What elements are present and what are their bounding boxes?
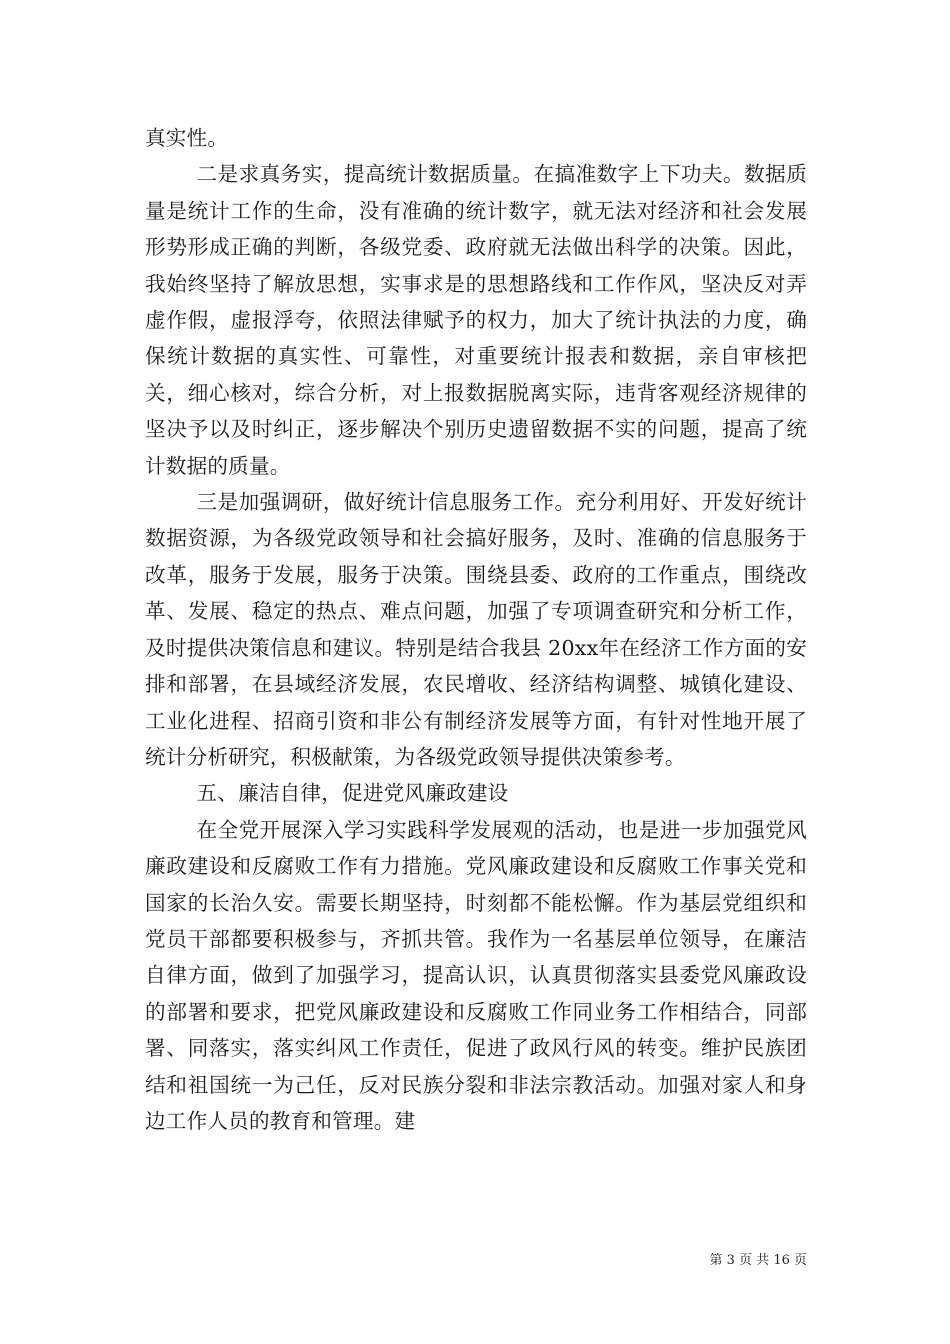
paragraph-4: 在全党开展深入学习实践科学发展观的活动，也是进一步加强党风廉政建设和反腐败工作有力措施。党风廉政建设和反腐败工作事关党和国家的长治久安。需要长期坚持，时刻都不能松懈。作为基层党组织和党员干部都要积极参与，齐抓共管。我作为一名基层单位领导，在廉洁自律方面，做到了加强学习，提高认识，认真贯彻落实县委党风廉政设的部署和要求，把党风廉政建设和反腐败工作同业务工作相结合，同部署、同落实，落实纠风工作责任，促进了政风行风的转变。维护民族团结和祖国统一为己任，反对民族分裂和非法宗教活动。加强对家人和身边工作人员的教育和管理。建 bbox=[145, 817, 807, 1133]
paragraph-3: 三是加强调研，做好统计信息服务工作。充分利用好、开发好统计数据资源，为各级党政领导和社会搞好服务，及时、准确的信息服务于改革，服务于发展，服务于决策。围绕县委、政府的工作重点，围绕改革、发展、稳定的热点、难点问题，加强了专项调查研究和分析工作，及时提供决策信息和建议。特别是结合我县 20xx年在经济工作方面的安排和部署，在县域经济发展，农民增收、经济结构调整、城镇化建设、工业化进程、招商引资和非公有制经济发展等方面，有针对性地开展了统计分析研究，积极献策，为各级党政领导提供决策参考。 bbox=[145, 490, 807, 769]
document-body bbox=[145, 120, 807, 1139]
paragraph-1: 真实性。 bbox=[145, 126, 229, 150]
page-number-footer: 第 3 页 共 16 页 bbox=[709, 1253, 807, 1268]
paragraph-2: 二是求真务实，提高统计数据质量。在搞准数字上下功夫。数据质量是统计工作的生命，没有准确的统计数字，就无法对经济和社会发展形势形成正确的判断，各级党委、政府就无法做出科学的决策。因此，我始终坚持了解放思想，实事求是的思想路线和工作作风，坚决反对弄虚作假，虚报浮夸，依照法律赋予的权力，加大了统计执法的力度，确保统计数据的真实性、可靠性，对重要统计报表和数据，亲自审核把关，细心核对，综合分析，对上报数据脱离实际，违背客观经济规律的坚决予以及时纠正，逐步解决个别历史遗留数据不实的问题，提高了统计数据的质量。 bbox=[145, 162, 807, 478]
section-heading-5: 五、廉洁自律，促进党风廉政建设 bbox=[196, 781, 509, 806]
